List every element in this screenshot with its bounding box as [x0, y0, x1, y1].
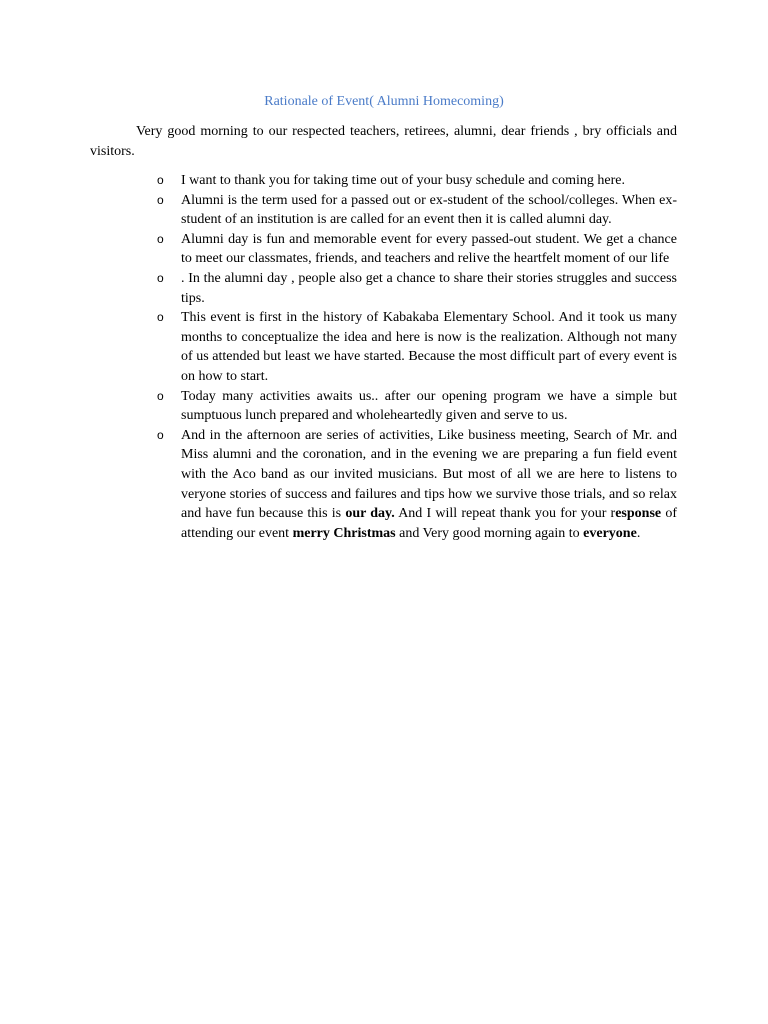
list-item [150, 387, 677, 426]
bullet-marker: o [157, 231, 164, 246]
document-title: Rationale of Event( Alumni Homecoming) [264, 94, 504, 109]
list-item-text: Today many activities awaits us.. after our opening program we have a simple but sumptuous lunch prepared and wholeheartedly given and serve to us. [181, 388, 677, 424]
list-item-text: This event is first in the history of Kabakaba Elementary School. And it took us many months to conceptualize the idea and here is now is the realization. Although not many of us attended but least we have started. Because the most difficult part of every event is on how to start. [181, 310, 677, 384]
bullet-marker: o [157, 173, 164, 187]
text-run: And I will repeat thank you for your r [394, 506, 616, 522]
list-item [150, 269, 677, 308]
list-item [150, 171, 677, 191]
intro-paragraph: Very good morning to our respected teachers, retirees, alumni, dear friends , bry officials and visitors. [90, 124, 677, 159]
bullet-marker: o [157, 310, 164, 325]
text-run: of attending our event [181, 506, 677, 541]
list-item-text: Alumni is the term used for a passed out or ex-student of the school/colleges. When ex-student of an institution is are called for an event then it is called alumni day. [181, 192, 677, 228]
bold-text: merry Christmas [292, 525, 396, 541]
bullet-list [150, 171, 677, 543]
list-item [150, 191, 677, 230]
bold-text: our day. [345, 506, 395, 522]
bullet-marker: o [157, 192, 164, 207]
list-item-text: . In the alumni day , people also get a chance to share their stories struggles and success tips. [181, 270, 677, 306]
text-run: And in the afternoon are series of activities, Like business meeting, Search of Mr. and Miss alumni and the coronation, and in the evening we are preparing a fun field event with the Aco band as our invited musicians. But most of all we are here to listens to veryone stories of success and failures and tips how we survive those trials, and so relax and have fun because this is [181, 427, 677, 522]
bullet-marker: o [157, 270, 164, 285]
text-run: and Very good morning again to [395, 525, 584, 541]
list-item-text: I want to thank you for taking time out of your busy schedule and coming here. [181, 173, 626, 188]
list-item-text: Alumni day is fun and memorable event for every passed-out student. We get a chance to meet our classmates, friends, and teachers and relive the heartfelt moment of our life [181, 231, 677, 267]
bullet-marker: o [157, 427, 164, 442]
list-item [150, 308, 677, 386]
bold-text: esponse [615, 506, 662, 522]
list-item-text [181, 426, 677, 544]
text-run: . [636, 525, 641, 541]
bullet-marker: o [157, 388, 164, 403]
list-item [150, 426, 677, 544]
list-item [150, 230, 677, 269]
bold-text: everyone [583, 525, 637, 541]
